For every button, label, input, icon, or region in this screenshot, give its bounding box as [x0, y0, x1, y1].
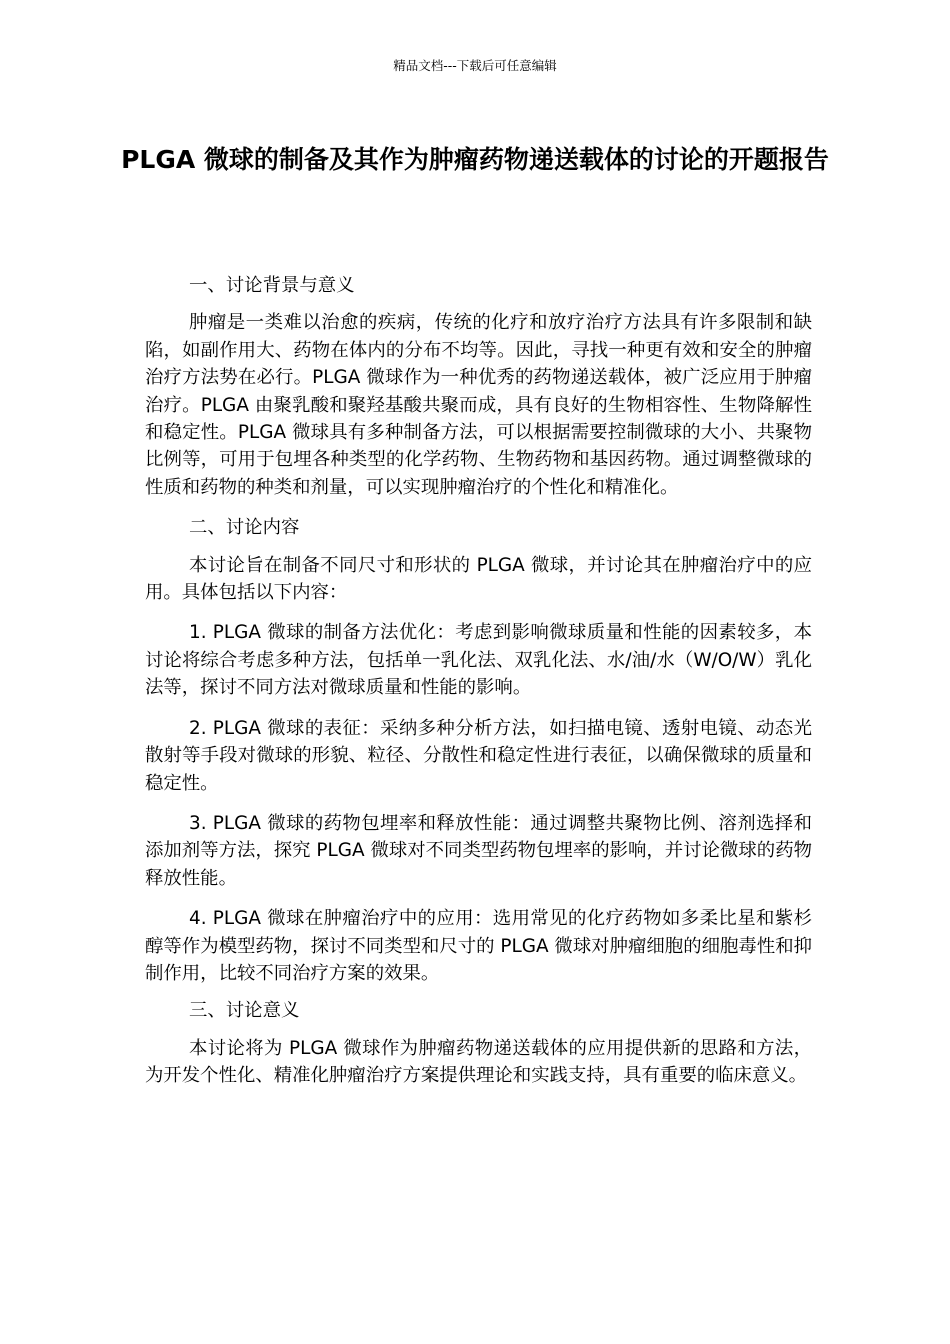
paragraph-background: 肿瘤是一类难以治愈的疾病，传统的化疗和放疗治疗方法具有许多限制和缺陷，如副作用大、药物在体内的分布不均等。因此，寻找一种更有效和安全的肿瘤治疗方法势在必行。PLGA 微球作为一种优秀的药物递送载体，被广泛应用于肿瘤治疗。PLGA 由聚乳酸和聚羟基酸共聚而成，具有良好的生物相容性、生物降解性和稳定性。PLGA 微球具有多种制备方法，可以根据需要控制微球的大小、共聚物比例等，可用于包埋各种类型的化学药物、生物药物和基因药物。通过调整微球的性质和药物的种类和剂量，可以实现肿瘤治疗的个性化和精准化。 — [145, 312, 812, 498]
list-item-characterization: 2. PLGA 微球的表征：采纳多种分析方法，如扫描电镜、透射电镜、动态光散射等手段对微球的形貌、粒径、分散性和稳定性进行表征，以确保微球的质量和稳定性。 — [145, 717, 812, 794]
header-note: 精品文档---下载后可任意编辑 — [393, 58, 557, 73]
paragraph-significance: 本讨论将为 PLGA 微球作为肿瘤药物递送载体的应用提供新的思路和方法，为开发个性化、精准化肿瘤治疗方案提供理论和实践支持，具有重要的临床意义。 — [145, 1037, 812, 1087]
list-item-preparation: 1. PLGA 微球的制备方法优化：考虑到影响微球质量和性能的因素较多，本讨论将综合考虑多种方法，包括单一乳化法、双乳化法、水/油/水（W/O/W）乳化法等，探讨不同方法对微球质量和性能的影响。 — [145, 622, 812, 699]
section-heading-significance: 三、讨论意义 — [189, 1000, 300, 1022]
paragraph-content-intro: 本讨论旨在制备不同尺寸和形状的 PLGA 微球，并讨论其在肿瘤治疗中的应用。具体包括以下内容： — [145, 554, 812, 604]
document-title: PLGA 微球的制备及其作为肿瘤药物递送载体的讨论的开题报告 — [121, 145, 829, 174]
document-body — [145, 272, 812, 1103]
section-heading-background: 一、讨论背景与意义 — [189, 275, 355, 296]
list-item-application: 4. PLGA 微球在肿瘤治疗中的应用：选用常见的化疗药物如多柔比星和紫杉醇等作为模型药物，探讨不同类型和尺寸的 PLGA 微球对肿瘤细胞的细胞毒性和抑制作用，比较不同治疗方案的效果。 — [145, 908, 812, 984]
list-item-drug-loading: 3. PLGA 微球的药物包埋率和释放性能：通过调整共聚物比例、溶剂选择和添加剂等方法，探究 PLGA 微球对不同类型药物包埋率的影响，并讨论微球的药物释放性能。 — [145, 812, 812, 889]
section-heading-content: 二、讨论内容 — [189, 517, 300, 539]
